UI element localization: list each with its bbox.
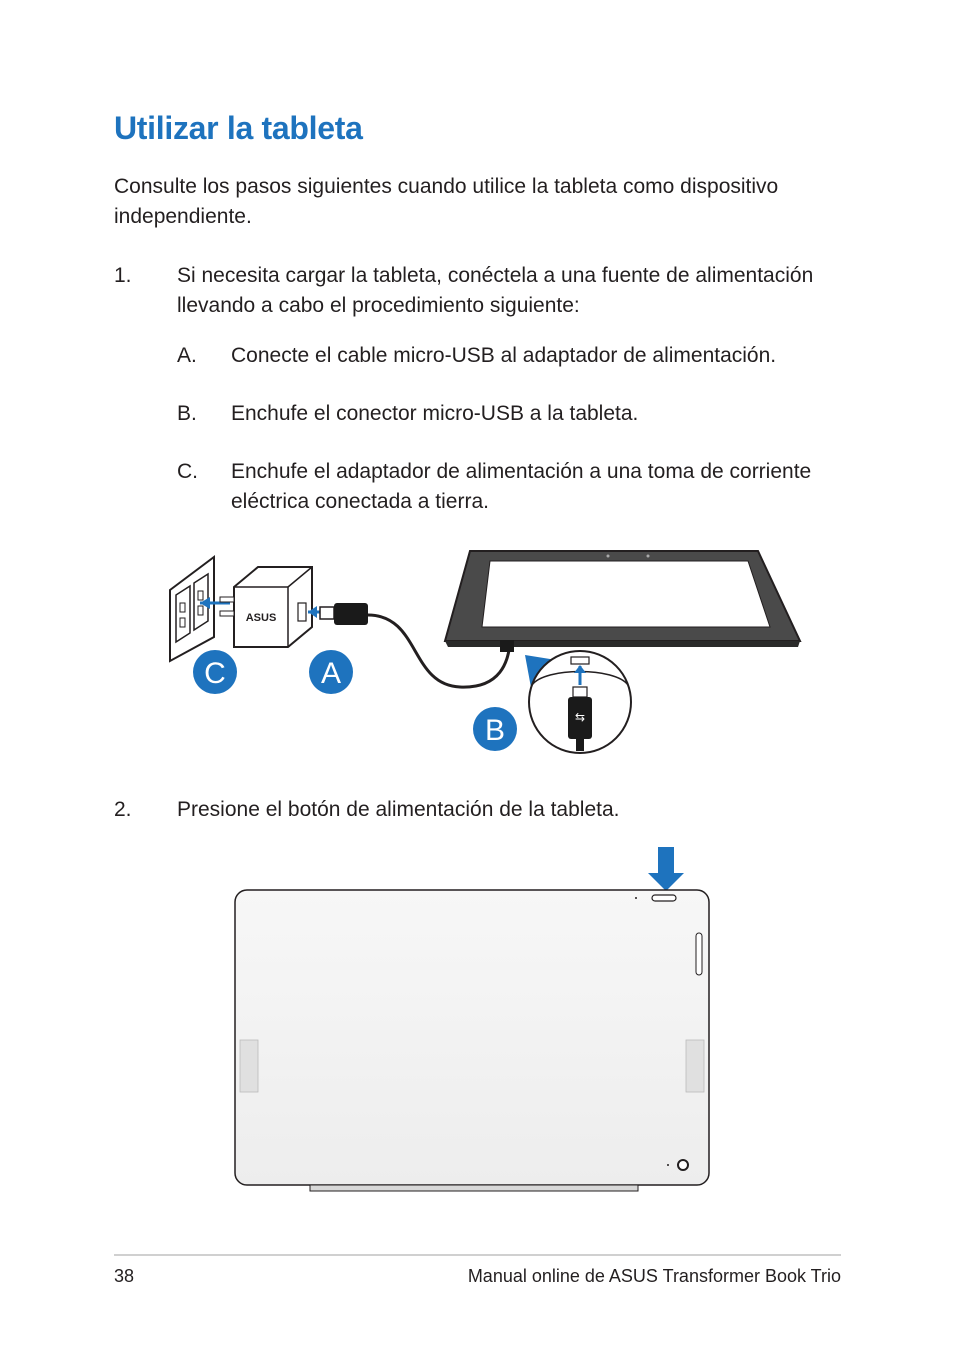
usb-plug-icon xyxy=(320,603,368,625)
step-1-number: 1. xyxy=(114,264,132,287)
micro-usb-zoom-icon xyxy=(529,651,631,753)
svg-text:A: A xyxy=(320,657,342,690)
asus-logo: ASUS xyxy=(245,612,277,624)
arrow-down-icon xyxy=(648,847,684,891)
tablet-back-icon xyxy=(235,890,709,1191)
charging-illustration xyxy=(160,545,810,765)
svg-text:⇆: ⇆ xyxy=(574,710,586,724)
step-2-number: 2. xyxy=(114,798,132,821)
svg-text:B: B xyxy=(484,714,506,747)
camera-icon xyxy=(678,1160,688,1170)
svg-text:C: C xyxy=(204,657,226,690)
footer-divider xyxy=(114,1254,841,1256)
page-number: 38 xyxy=(114,1266,135,1286)
substep-c-text: Enchufe el adaptador de alimentación a una toma de corriente eléctrica conectada a tierra. xyxy=(231,460,812,513)
substep-c-letter: C. xyxy=(177,460,198,483)
step-2-text: Presione el botón de alimentación de la tableta. xyxy=(177,798,620,821)
power-button xyxy=(652,895,676,901)
footer-title: Manual online de ASUS Transformer Book Trio xyxy=(467,1266,841,1286)
substep-b-text: Enchufe el conector micro-USB a la tableta. xyxy=(231,402,639,425)
power-adapter-icon xyxy=(220,567,312,647)
wall-outlet-icon xyxy=(170,557,214,661)
intro-paragraph: Consulte los pasos siguientes cuando utilice la tableta como dispositivo independiente. xyxy=(114,175,779,228)
tablet-front-icon xyxy=(445,551,800,652)
callout-a xyxy=(309,650,353,694)
callout-c xyxy=(193,650,237,694)
substep-b-letter: B. xyxy=(177,402,197,425)
substep-a-letter: A. xyxy=(177,344,197,367)
callout-b xyxy=(473,707,517,751)
tablet-back-illustration xyxy=(230,845,720,1195)
page-title: Utilizar la tableta xyxy=(114,110,363,146)
substep-a-text: Conecte el cable micro-USB al adaptador de alimentación. xyxy=(231,344,777,367)
step-1-text: Si necesita cargar la tableta, conéctela a una fuente de alimentación llevando a cabo el procedimiento siguiente: xyxy=(177,264,814,317)
